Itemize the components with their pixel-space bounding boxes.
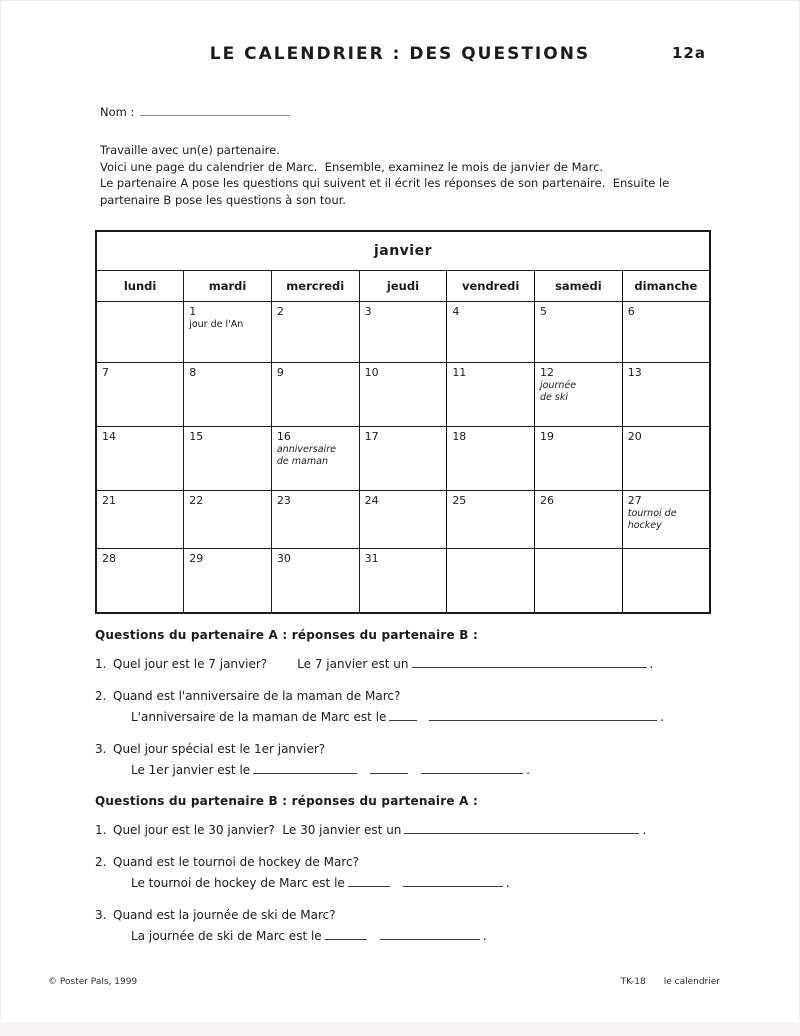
question-body — [113, 820, 725, 841]
calendar-cell — [447, 302, 535, 363]
day-number: 17 — [364, 430, 379, 443]
answer-blank — [429, 709, 657, 721]
question-text: Le tournoi de hockey de Marc est le — [131, 876, 345, 890]
day-number: 12 — [540, 366, 555, 379]
calendar-cell — [622, 302, 710, 363]
question-line — [113, 873, 725, 894]
calendar-month-title: janvier — [96, 231, 710, 271]
calendar-week-row — [96, 363, 710, 427]
answer-blank — [412, 656, 647, 668]
calendar-cell — [271, 549, 359, 614]
question-text: Quand est le tournoi de hockey de Marc? — [113, 855, 359, 869]
calendar-week-row — [96, 549, 710, 614]
day-header-mercredi: mercredi — [271, 271, 359, 302]
day-number: 3 — [364, 305, 372, 318]
question-text: L'anniversaire de la maman de Marc est le — [131, 710, 387, 724]
calendar-cell — [535, 302, 623, 363]
day-header-lundi: lundi — [96, 271, 184, 302]
day-number: 16 — [276, 430, 291, 443]
event-note-line: tournoi de — [627, 508, 677, 519]
question-number: 3. — [95, 742, 107, 756]
event-note-line: de ski — [540, 391, 569, 403]
event-note — [535, 379, 622, 403]
question-number: 3. — [95, 908, 107, 922]
question-item — [95, 739, 725, 781]
scan-edge-shade — [0, 1022, 800, 1036]
calendar-cell — [271, 302, 359, 363]
footer-right — [621, 977, 720, 987]
day-number: 28 — [102, 552, 116, 565]
calendar-cell — [271, 363, 359, 427]
calendar-cell — [96, 491, 184, 549]
question-line — [113, 654, 725, 675]
question-body — [113, 739, 725, 781]
question-text: Le 1er janvier est le — [131, 763, 251, 777]
day-header-samedi: samedi — [535, 271, 623, 302]
footer-label: le calendrier — [663, 977, 720, 987]
calendar-week-row — [96, 427, 710, 491]
calendar-cell — [184, 549, 272, 614]
answer-blank — [421, 762, 523, 774]
question-text: La journée de ski de Marc est le — [131, 929, 322, 943]
calendar-cell — [622, 549, 710, 614]
day-number: 15 — [189, 430, 204, 443]
question-text: . — [660, 710, 665, 724]
day-number: 14 — [102, 430, 116, 443]
question-body — [113, 686, 725, 728]
question-text: Quel jour est le 30 janvier? Le 30 janvier est un — [113, 823, 402, 837]
calendar-cell — [271, 491, 359, 549]
question-number: 2. — [95, 855, 107, 869]
day-header-jeudi: jeudi — [359, 271, 447, 302]
answer-blank — [380, 928, 480, 940]
calendar-week-row — [96, 302, 710, 363]
question-number: 1. — [95, 657, 107, 671]
calendar-cell — [359, 427, 447, 491]
day-number: 1 — [189, 305, 197, 318]
calendar-cell — [535, 549, 623, 614]
footer-copyright: © Poster Pals, 1999 — [48, 977, 138, 987]
calendar-cell — [184, 427, 272, 491]
day-number: 11 — [452, 366, 467, 379]
day-number: 22 — [189, 494, 204, 507]
day-number: 26 — [540, 494, 555, 507]
question-number: 1. — [95, 823, 107, 837]
instruction-line: partenaire B pose les questions à son tour. — [100, 192, 347, 207]
calendar-cell — [622, 427, 710, 491]
question-item — [95, 654, 725, 675]
calendar-cell — [96, 427, 184, 491]
question-body — [113, 852, 725, 894]
question-text: . — [649, 657, 654, 671]
instruction-line: Travaille avec un(e) partenaire. — [100, 143, 280, 157]
calendar-cell — [359, 302, 447, 363]
section-heading: Questions du partenaire A : réponses du partenaire B : — [95, 628, 478, 642]
day-number: 2 — [276, 305, 284, 318]
question-text: Quand est l'anniversaire de la maman de Marc? — [113, 689, 401, 703]
calendar-cell — [184, 363, 272, 427]
event-note — [623, 507, 709, 531]
question-text: Le 7 janvier est un — [297, 657, 409, 671]
question-text: . — [526, 763, 530, 777]
instruction-line: Voici une page du calendrier de Marc. Ensemble, examinez le mois de janvier de Marc. — [100, 159, 604, 174]
page-number: 12a — [672, 44, 706, 62]
calendar-body — [96, 302, 710, 614]
footer-code: TK-18 — [620, 977, 646, 987]
question-text: Quand est la journée de ski de Marc? — [113, 908, 336, 922]
event-note — [184, 318, 271, 331]
day-number: 9 — [276, 366, 284, 379]
day-number: 27 — [627, 494, 642, 507]
calendar-cell — [535, 491, 623, 549]
answer-blank — [389, 709, 417, 721]
calendar-cell — [447, 427, 535, 491]
question-line — [113, 905, 725, 926]
calendar-month-row — [96, 231, 710, 271]
day-header-dimanche: dimanche — [622, 271, 710, 302]
name-row — [100, 104, 290, 119]
question-text: . — [505, 876, 510, 890]
calendar-table — [95, 230, 711, 614]
answer-blank — [325, 928, 367, 940]
question-text: . — [482, 929, 487, 943]
page-title: LE CALENDRIER : DES QUESTIONS — [209, 44, 591, 64]
question-line — [113, 739, 725, 760]
answer-blank — [253, 762, 357, 774]
section-heading: Questions du partenaire B : réponses du partenaire A : — [95, 794, 478, 808]
calendar-cell — [622, 491, 710, 549]
question-item — [95, 820, 725, 841]
calendar-day-header-row — [96, 271, 710, 302]
calendar-cell — [184, 302, 272, 363]
question-line — [113, 760, 725, 781]
day-number: 13 — [627, 366, 642, 379]
question-item — [95, 686, 725, 728]
calendar-cell — [447, 491, 535, 549]
day-number: 23 — [276, 494, 291, 507]
event-note-line: de maman — [276, 455, 328, 467]
day-number: 20 — [627, 430, 642, 443]
name-label: Nom : — [100, 105, 135, 119]
calendar-cell — [622, 363, 710, 427]
name-blank — [140, 104, 290, 116]
calendar-cell — [96, 363, 184, 427]
day-number: 24 — [364, 494, 379, 507]
day-number: 21 — [102, 494, 116, 507]
day-number: 7 — [102, 366, 109, 379]
calendar-cell — [535, 363, 623, 427]
calendar-cell — [271, 427, 359, 491]
question-text: Quel jour est le 7 janvier? — [113, 657, 268, 671]
calendar-cell — [447, 549, 535, 614]
calendar-cell — [447, 363, 535, 427]
event-note-line: hockey — [627, 519, 662, 531]
question-line — [113, 707, 725, 728]
day-header-mardi: mardi — [184, 271, 272, 302]
event-note-line: jour de l'An — [189, 319, 244, 330]
question-line — [113, 926, 725, 947]
event-note-line: journée — [540, 380, 577, 391]
answer-blank — [404, 822, 639, 834]
day-number: 18 — [452, 430, 467, 443]
instruction-line: Le partenaire A pose les questions qui suivent et il écrit les réponses de son partenaire. Ensuite le — [100, 176, 670, 190]
day-number: 31 — [364, 552, 379, 565]
day-header-vendredi: vendredi — [447, 271, 535, 302]
answer-blank — [348, 875, 390, 887]
day-number: 5 — [540, 305, 548, 318]
event-note — [272, 443, 359, 467]
calendar-week-row — [96, 491, 710, 549]
event-note-line: anniversaire — [276, 444, 336, 455]
question-body — [113, 654, 725, 675]
calendar-cell — [359, 491, 447, 549]
calendar-cell — [96, 302, 184, 363]
question-line — [113, 852, 725, 873]
calendar-cell — [184, 491, 272, 549]
question-text: Quel jour spécial est le 1er janvier? — [113, 742, 326, 756]
day-number: 8 — [189, 366, 197, 379]
answer-blank — [403, 875, 503, 887]
day-number: 10 — [364, 366, 379, 379]
question-number: 2. — [95, 689, 107, 703]
question-item — [95, 852, 725, 894]
calendar-cell — [96, 549, 184, 614]
calendar-cell — [359, 363, 447, 427]
day-number: 4 — [452, 305, 460, 318]
question-item — [95, 905, 725, 947]
question-body — [113, 905, 725, 947]
question-text: . — [642, 823, 647, 837]
answer-blank — [370, 762, 408, 774]
day-number: 25 — [452, 494, 467, 507]
question-line — [113, 820, 725, 841]
day-number: 30 — [276, 552, 291, 565]
day-number: 19 — [540, 430, 555, 443]
calendar-cell — [359, 549, 447, 614]
question-line — [113, 686, 725, 707]
calendar-cell — [535, 427, 623, 491]
instructions — [100, 142, 725, 208]
day-number: 6 — [627, 305, 635, 318]
questions-area — [95, 628, 725, 958]
day-number: 29 — [189, 552, 204, 565]
